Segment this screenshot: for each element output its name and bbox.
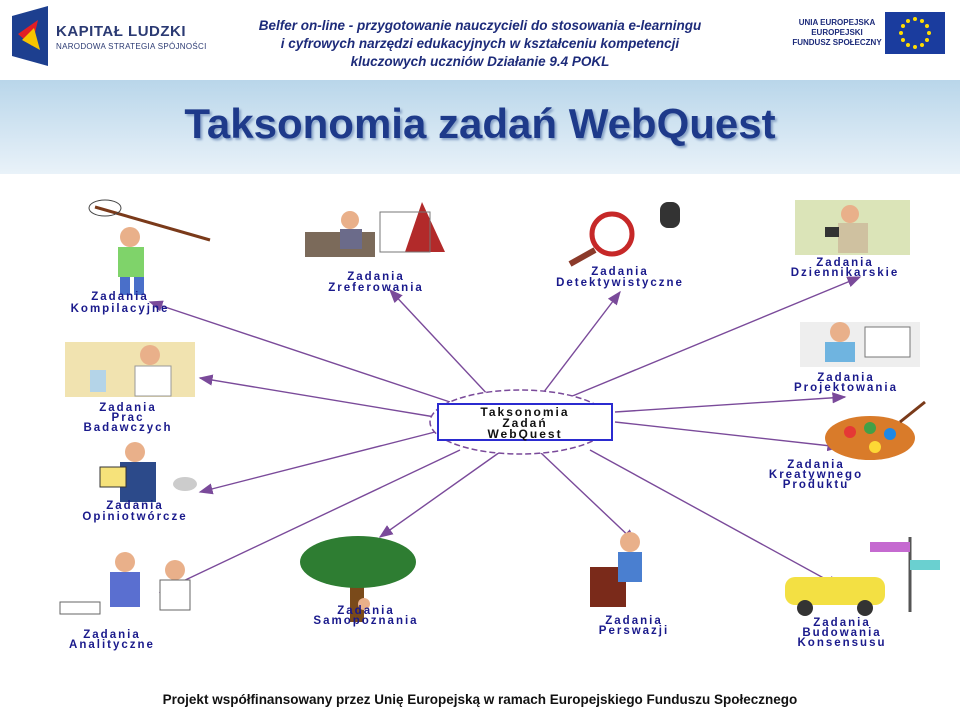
label-zreferowania-2: Zreferowania: [328, 282, 424, 294]
center-line-3: WebQuest: [487, 427, 563, 441]
slide-title: Taksonomia zadań WebQuest: [184, 100, 776, 147]
label-projektowania-2: Projektowania: [794, 382, 898, 394]
label-analityczne-2: Analityczne: [69, 639, 155, 651]
project-description: [250, 17, 710, 71]
project-line-3: kluczowych uczniów Działanie 9.4 POKL: [350, 54, 610, 69]
label-perswazji-2: Perswazji: [598, 625, 670, 637]
eu-flag-icon: [885, 12, 945, 54]
road-trip-car-icon: [785, 537, 940, 616]
ue-line-2: EUROPEJSKI: [811, 28, 863, 37]
ue-line-3: FUNDUSZ SPOŁECZNY: [792, 38, 882, 47]
label-dziennikarskie-1: Zadania: [816, 257, 874, 269]
label-konsensusu-2: Budowania: [802, 627, 882, 639]
center-line-2: Zadań: [502, 416, 548, 430]
ue-line-1: UNIA EUROPEJSKA: [798, 18, 876, 27]
label-kreatywnego-2: Kreatywnego: [768, 469, 864, 481]
center-node: [430, 390, 612, 454]
label-samopoznania-1: Zadania: [337, 605, 395, 617]
analysts-icon: [60, 552, 190, 614]
magnifier-icon: [570, 202, 680, 264]
label-kompilacyjne-2: Kompilacyjne: [70, 303, 170, 315]
label-konsensusu-1: Zadania: [813, 617, 871, 629]
footer-text: Projekt współfinansowany przez Unię Europejską w ramach Europejskiego Funduszu Społecznego: [162, 692, 798, 707]
photographer-icon: [795, 200, 910, 255]
kl-title: KAPITAŁ LUDZKI: [56, 23, 187, 40]
label-perswazji-1: Zadania: [605, 615, 663, 627]
voter-icon: [100, 442, 197, 502]
center-line-1: Taksonomia: [480, 405, 570, 419]
presenter-icon: [305, 202, 445, 257]
label-detektywistyczne-1: Zadania: [591, 266, 649, 278]
label-detektywistyczne-2: Detektywistyczne: [556, 277, 684, 289]
header: [0, 0, 960, 80]
label-opiniotworcze-2: Opiniotwórcze: [82, 511, 188, 523]
label-zreferowania-1: Zadania: [347, 271, 405, 283]
ue-logo-text: [792, 18, 882, 48]
speaker-podium-icon: [590, 532, 642, 607]
label-badawczych-1: Zadania: [99, 402, 157, 414]
scientist-icon: [65, 342, 195, 397]
label-analityczne-1: Zadania: [83, 629, 141, 641]
label-kompilacyjne-1: Zadania: [91, 291, 149, 303]
label-kreatywnego-3: Produktu: [782, 479, 850, 491]
designer-icon: [800, 322, 920, 367]
kl-subtitle: NARODOWA STRATEGIA SPÓJNOŚCI: [56, 42, 207, 51]
paint-palette-icon: [825, 402, 925, 460]
label-dziennikarskie-2: Dziennikarskie: [790, 267, 900, 279]
project-line-2: i cyfrowych narzędzi edukacyjnych w kształceniu kompetencji: [280, 36, 680, 51]
butterfly-net-child-icon: [89, 200, 210, 295]
label-projektowania-1: Zadania: [817, 372, 875, 384]
project-line-1: Belfer on-line - przygotowanie nauczycieli do stosowania e-learningu: [258, 18, 702, 33]
label-samopoznania-2: Samopoznania: [313, 615, 419, 627]
label-kreatywnego-1: Zadania: [787, 459, 845, 471]
label-badawczych-3: Badawczych: [83, 422, 173, 434]
taxonomy-diagram: [50, 192, 942, 680]
label-badawczych-2: Prac: [111, 412, 145, 424]
label-opiniotworcze-1: Zadania: [106, 500, 164, 512]
label-konsensusu-3: Konsensusu: [797, 637, 887, 649]
